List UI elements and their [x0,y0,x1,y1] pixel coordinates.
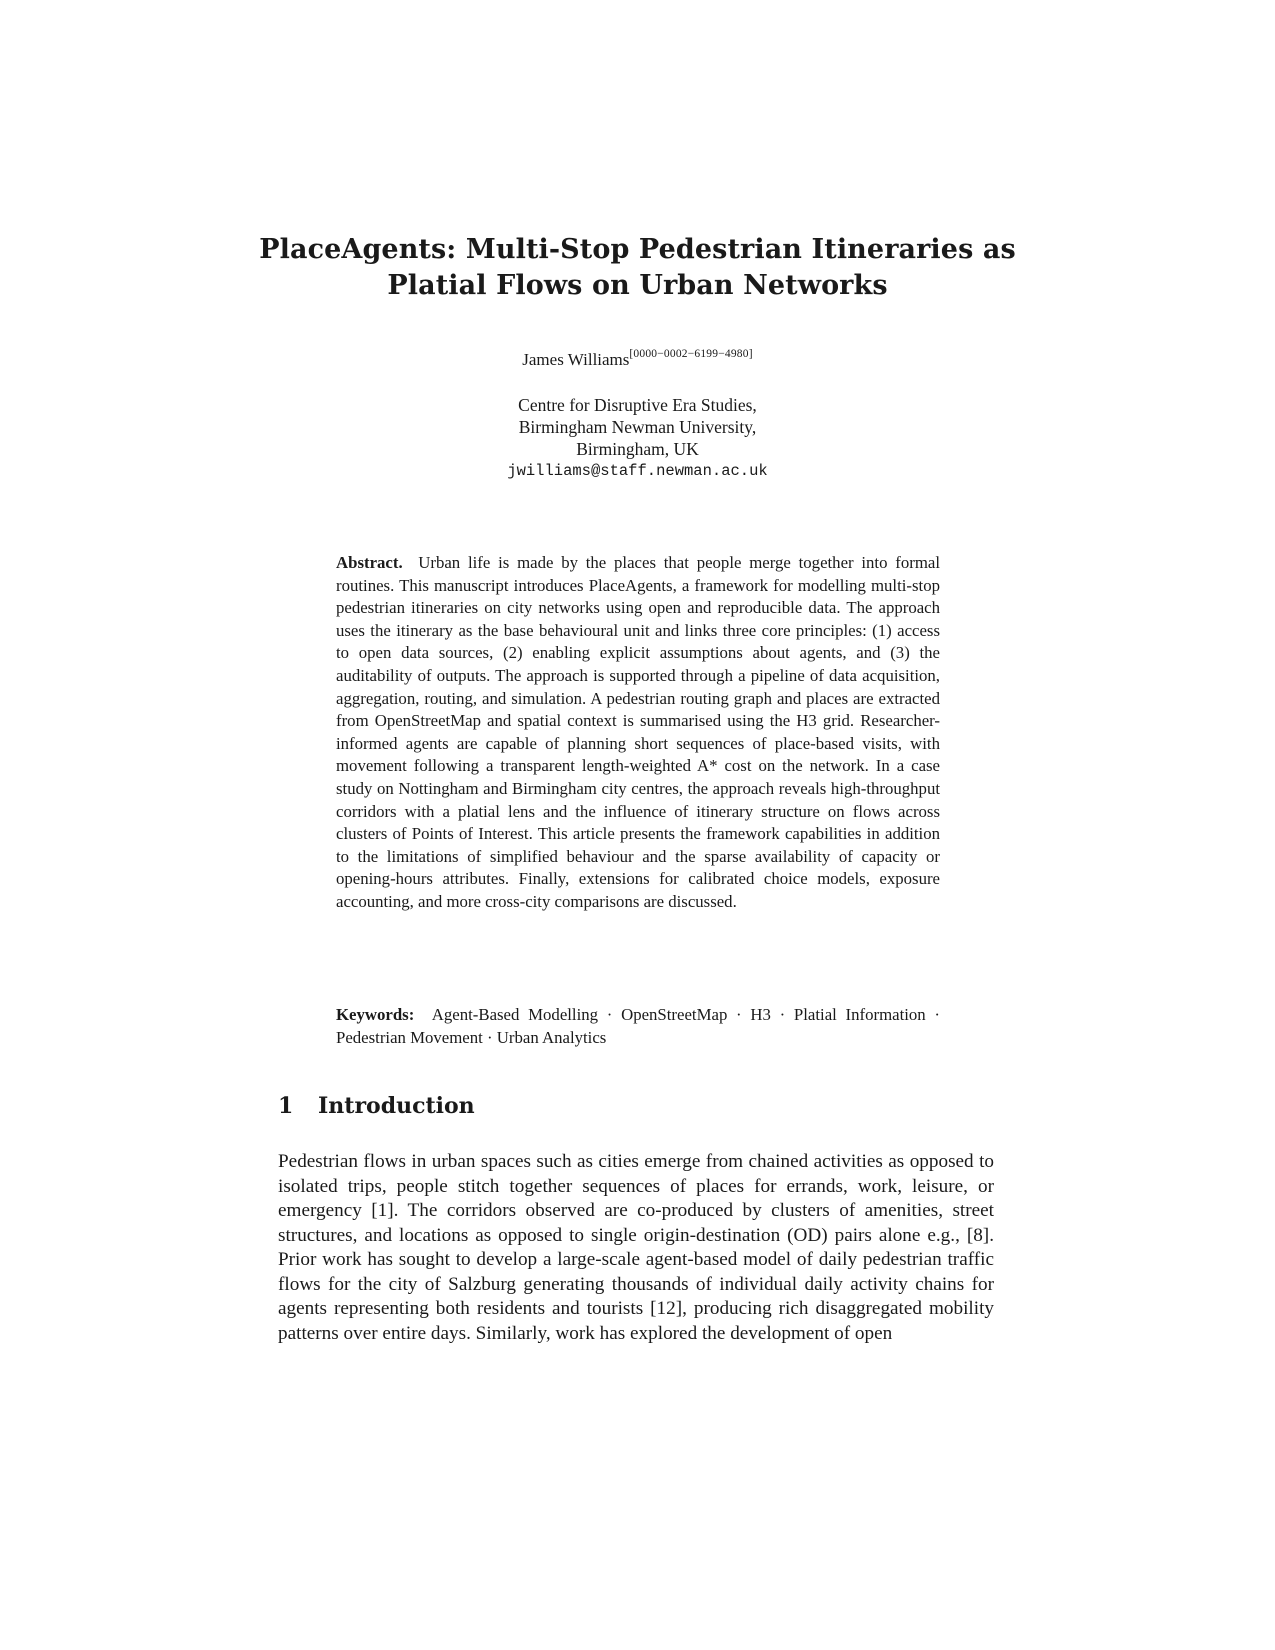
introduction-paragraph: Pedestrian flows in urban spaces such as cities emerge from chained activities as opposed to isolated trips, people stitch together sequences of places for errands, work, leisure, or emergency [1]. The corridors observed are co-produced by clusters of amenities, street structures, and locations as opposed to single origin-destination (OD) pairs alone e.g., [8]. Prior work has sought to develop a large-scale agent-based model of daily pedestrian traffic flows for the city of Salzburg generating thousands of individual daily activity chains for agents representing both residents and tourists [12], producing rich disaggregated mobility patterns over entire days. Similarly, work has explored the development of open [278,1151,994,1344]
paper-title [150,232,1125,304]
keywords [336,1004,940,1049]
affiliation-line-2: Birmingham Newman University, [518,417,757,437]
author-email[interactable]: jwilliams@staff.newman.ac.uk [507,462,768,480]
section-title: Introduction [318,1093,475,1119]
affiliation-line-3: Birmingham, UK [576,439,699,459]
abstract-text: Urban life is made by the places that people merge together into formal routines. This manuscript introduces PlaceAgents, a framework for modelling multi-stop pedestrian itineraries on city networks using open and reproducible data. The approach uses the itinerary as the base behavioural unit and links three core principles: (1) access to open data sources, (2) enabling explicit assumptions about agents, and (3) the auditability of outputs. The approach is supported through a pipeline of data acquisition, aggregation, routing, and simulation. A pedestrian routing graph and places are extracted from OpenStreetMap and spatial context is summarised using the H3 grid. Researcher-informed agents are capable of planning short sequences of place-based visits, with movement following a transparent length-weighted A* cost on the network. In a case study on Nottingham and Birmingham city centres, the approach reveals high-throughput corridors with a platial lens and the influence of itinerary structure on flows across clusters of Points of Interest. This article presents the framework capabilities in addition to the limitations of simplified behaviour and the sparse availability of capacity or opening-hours attributes. Finally, extensions for calibrated choice models, exposure accounting, and more cross-city comparisons are discussed. [336,553,941,911]
section-number: 1 [278,1093,294,1119]
section-heading-introduction [278,1092,475,1120]
author-orcid: [0000−0002−6199−4980] [629,348,753,360]
author-block [150,348,1125,372]
abstract-label: Abstract. [336,553,403,572]
title-line-2: Platial Flows on Urban Networks [387,270,888,301]
author-name: James Williams [522,350,630,369]
keywords-text: Agent-Based Modelling · OpenStreetMap · H3 · Platial Information · Pedestrian Movement · Urban Analytics [336,1005,941,1047]
keywords-label: Keywords: [336,1005,415,1024]
affiliation-line-1: Centre for Disruptive Era Studies, [518,395,757,415]
introduction-body [278,1150,994,1346]
affiliation-block [150,394,1125,482]
abstract [336,552,940,914]
title-line-1: PlaceAgents: Multi-Stop Pedestrian Itineraries as [259,234,1016,265]
